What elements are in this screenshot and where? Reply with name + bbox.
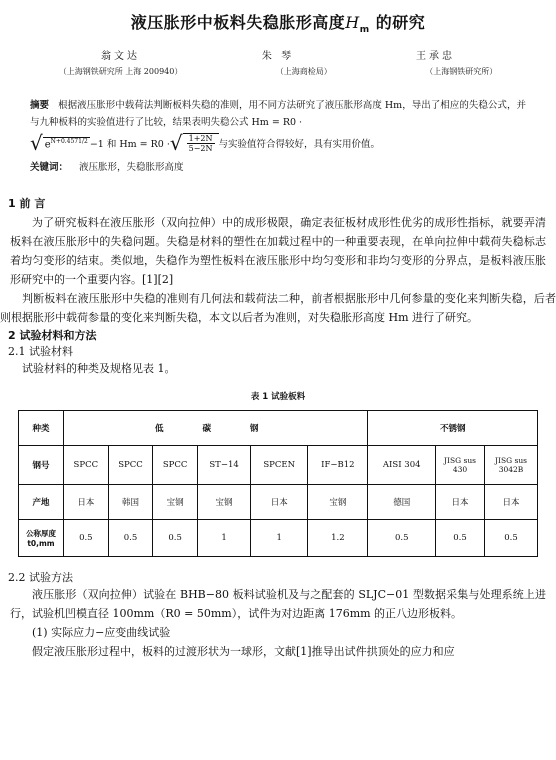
affiliation: （上海钢铁研究所） xyxy=(425,67,498,77)
sqrt-icon: √ xyxy=(30,131,43,156)
table-row xyxy=(19,485,538,520)
table-cell: AISI 304 xyxy=(368,446,436,485)
table-cell: 德国 xyxy=(368,485,436,520)
table-cell: SPCC xyxy=(108,446,153,485)
title-text: 液压胀形中板料失稳胀形高度 xyxy=(130,13,346,32)
affiliation: （上海钢铁研究所 上海 200940） xyxy=(58,67,183,77)
table-header: 种类 xyxy=(19,411,64,446)
table-row xyxy=(19,446,538,485)
paragraph: 判断板料在液压胀形中失稳的准则有几何法和载荷法二种，前者根据胀形中几何参量的变化来判断失稳，后者则根据胀形中载荷参量的变化来判断失稳，本文以后者为准则，对失稳胀形高度 Hm 进行了研究。 xyxy=(0,292,556,325)
sqrt-content: $e^{N+0.4571/2}$ xyxy=(44,137,88,150)
table-header xyxy=(64,411,368,446)
table-cell: 1.2 xyxy=(308,520,368,557)
abstract-text: 根据液压胀形中载荷法判断板料失稳的准则，用不同方法研究了液压胀形高度 Hm，导出了相应的失稳公式，并与九种板料的实验值进行了比较，结果表明失稳公式 Hm = R0 · xyxy=(30,100,526,129)
table-cell: IF−B12 xyxy=(308,446,368,485)
table-cell: 0.5 xyxy=(108,520,153,557)
paragraph: 试验材料的种类及规格见表 1。 xyxy=(22,362,176,376)
group-label: 低 碳 钢 xyxy=(155,424,277,435)
table-cell: 0.5 xyxy=(368,520,436,557)
author-list xyxy=(40,47,516,62)
affiliation: （上海商检局） xyxy=(275,67,332,77)
table-cell: 日本 xyxy=(436,485,485,520)
title-var: H xyxy=(345,13,360,32)
table-header: 不锈钢 xyxy=(368,411,538,446)
table-cell: 日本 xyxy=(485,485,538,520)
formula-end: 与实验值符合得较好，具有实用价值。 xyxy=(218,139,381,151)
table-cell: 1 xyxy=(251,520,308,557)
table-cell: SPCC xyxy=(64,446,109,485)
sqrt-fraction xyxy=(169,131,219,156)
table-cell: JISG sus 3042B xyxy=(485,446,538,485)
paragraph: 液压胀形（双向拉伸）试验在 BHB−80 板料试验机及与之配套的 SLJC−01 型数据采集与处理系统上进行，试验机凹模直径 100mm（R0 = 50mm），试件为对边距离 176mm 的正八边形板料。 xyxy=(10,588,546,621)
subsection-heading: 2.1 试验材料 xyxy=(8,345,73,359)
table-cell: 0.5 xyxy=(64,520,109,557)
author: 翁文达 xyxy=(100,51,140,63)
abstract-label: 摘要 xyxy=(30,100,50,112)
table-cell: JISG sus 430 xyxy=(436,446,485,485)
fraction xyxy=(187,134,215,153)
section-heading: 1 前 言 xyxy=(8,197,46,211)
table-cell: 日本 xyxy=(251,485,308,520)
table-cell: SPCEN xyxy=(251,446,308,485)
paragraph: 假定液压胀形过程中，板料的过渡形状为一球形，文献[1]推导出试件拱顶处的应力和应 xyxy=(32,645,455,659)
sqrt-expression xyxy=(30,131,90,156)
sqrt-icon: √ xyxy=(169,131,183,156)
table-cell: 宝钢 xyxy=(308,485,368,520)
title-sub: m xyxy=(359,25,370,36)
table-cell: 宝钢 xyxy=(197,485,250,520)
table-cell: 0.5 xyxy=(436,520,485,557)
title-suffix: 的研究 xyxy=(369,13,426,32)
table-cell: 0.5 xyxy=(153,520,198,557)
exp-numerator: N+0.4571 xyxy=(50,137,82,145)
table-cell: 日本 xyxy=(64,485,109,520)
section-heading: 2 试验材料和方法 xyxy=(8,329,97,343)
keywords-text: 液压胀形，失稳胀形高度 xyxy=(79,162,184,174)
subsection-heading: 2.2 试验方法 xyxy=(8,571,73,585)
formula-middle: −1 和 Hm = R0 · xyxy=(89,139,170,151)
row-header: 钢号 xyxy=(19,446,64,485)
paper-title xyxy=(0,0,556,35)
author: 王承忠 xyxy=(416,51,456,63)
table-row xyxy=(19,520,538,557)
table-cell: 宝钢 xyxy=(153,485,198,520)
abstract xyxy=(30,97,526,131)
abstract-formula xyxy=(30,131,556,156)
table-cell: 0.5 xyxy=(485,520,538,557)
materials-table xyxy=(18,410,538,557)
table-cell: 1 xyxy=(197,520,250,557)
table-caption: 表 1 试验板料 xyxy=(250,392,306,403)
table-cell: SPCC xyxy=(153,446,198,485)
table-cell: 韩国 xyxy=(108,485,153,520)
table-row xyxy=(19,411,538,446)
keywords xyxy=(30,159,526,173)
row-header: 公称厚度 t0,mm xyxy=(19,520,64,557)
keywords-label: 关键词： xyxy=(30,162,69,174)
affiliation-list xyxy=(12,66,544,77)
table-cell: ST−14 xyxy=(197,446,250,485)
author: 朱 琴 xyxy=(261,51,295,63)
row-header: 产地 xyxy=(19,485,64,520)
exp-denominator: 2 xyxy=(83,137,88,145)
paragraph: 为了研究板料在液压胀形（双向拉伸）中的成形极限，确定表征板材成形性优劣的成形性指标，就要弄清板料在液压胀形中的失稳问题。失稳是材料的塑性在加载过程中的一种重要表现，在单向拉伸中载荷失稳标志着均匀变形的结束。类似地，失稳作为塑性板料在液压胀形中均匀变形和非均匀变形的分界点，是板料液压胀形研究中的一个重要内容。[1][2] xyxy=(10,216,546,287)
sqrt-content xyxy=(183,133,219,153)
list-item: (1) 实际应力−应变曲线试验 xyxy=(32,626,171,640)
fraction-denominator: 5−2N xyxy=(188,144,213,154)
fraction-numerator: 1+2N xyxy=(188,134,213,144)
